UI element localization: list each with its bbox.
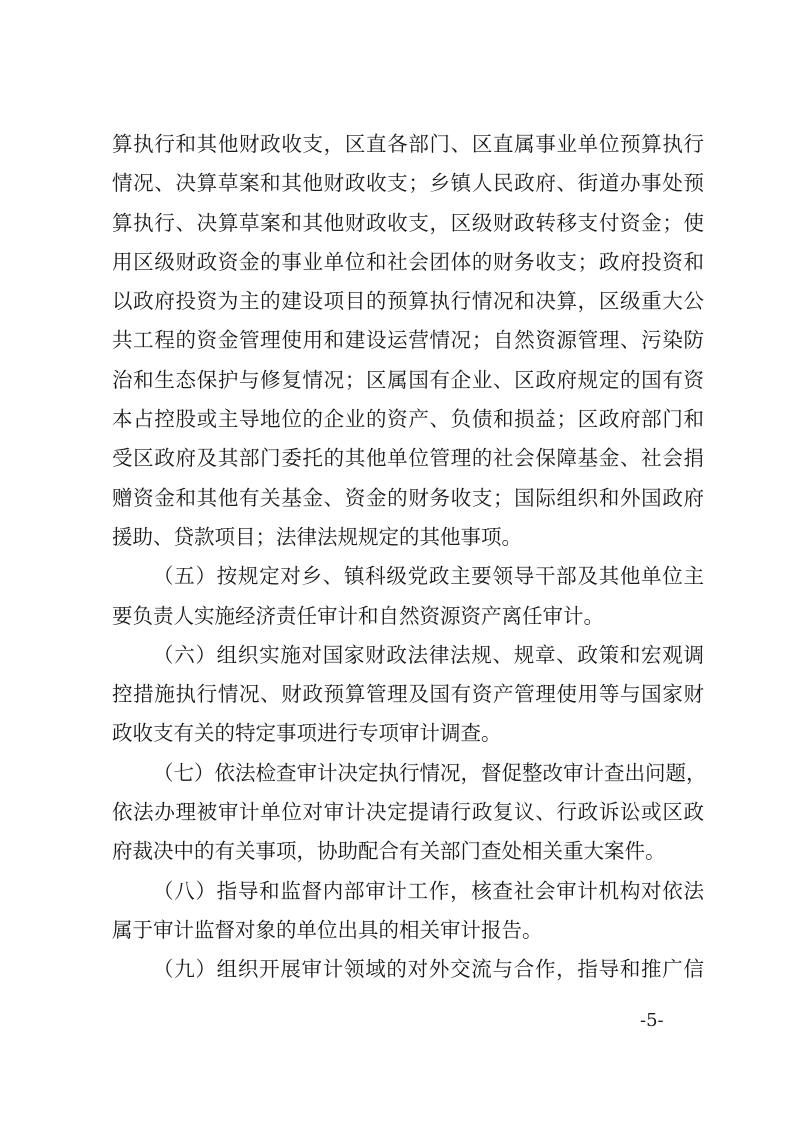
text-line: 依法办理被审计单位对审计决定提请行政复议、行政诉讼或区政 — [112, 800, 704, 825]
text-line: 政收支有关的特定事项进行专项审计调查。 — [112, 721, 502, 746]
document-body — [112, 128, 707, 993]
text-line: （九）组织开展审计领域的对外交流与合作，指导和推广信 — [153, 957, 704, 982]
text-line: 受区政府及其部门委托的其他单位管理的社会保障基金、社会捐 — [112, 446, 704, 471]
page-number: -5- — [640, 1010, 664, 1031]
text-line: 算执行和其他财政收支，区直各部门、区直属事业单位预算执行 — [112, 132, 704, 156]
text-line: 算执行、决算草案和其他财政收支，区级财政转移支付资金；使 — [112, 210, 704, 235]
text-line: 以政府投资为主的建设项目的预算执行情况和决算，区级重大公 — [112, 289, 704, 314]
text-line: 援助、贷款项目；法律法规规定的其他事项。 — [112, 524, 522, 549]
text-line: 情况、决算草案和其他财政收支；乡镇人民政府、街道办事处预 — [112, 171, 704, 196]
text-line: 赠资金和其他有关基金、资金的财务收支；国际组织和外国政府 — [112, 485, 704, 510]
text-line: 属于审计监督对象的单位出具的相关审计报告。 — [112, 917, 543, 942]
text-line: 控措施执行情况、财政预算管理及国有资产管理使用等与国家财 — [112, 682, 704, 707]
text-line: （六）组织实施对国家财政法律法规、规章、政策和宏观调 — [153, 642, 704, 667]
text-line: 本占控股或主导地位的企业的资产、负债和损益；区政府部门和 — [112, 407, 704, 432]
text-line: 要负责人实施经济责任审计和自然资源资产离任审计。 — [112, 603, 604, 628]
text-line: 用区级财政资金的事业单位和社会团体的财务收支；政府投资和 — [112, 249, 704, 274]
text-line: （七）依法检查审计决定执行情况，督促整改审计查出问题， — [153, 760, 707, 785]
text-line: 府裁决中的有关事项，协助配合有关部门查处相关重大案件。 — [112, 839, 666, 864]
text-line: 治和生态保护与修复情况；区属国有企业、区政府规定的国有资 — [112, 367, 704, 392]
text-line: （五）按规定对乡、镇科级党政主要领导干部及其他单位主 — [153, 564, 704, 589]
text-line: 共工程的资金管理使用和建设运营情况；自然资源管理、污染防 — [112, 328, 704, 353]
text-line: （八）指导和监督内部审计工作，核查社会审计机构对依法 — [153, 878, 704, 903]
